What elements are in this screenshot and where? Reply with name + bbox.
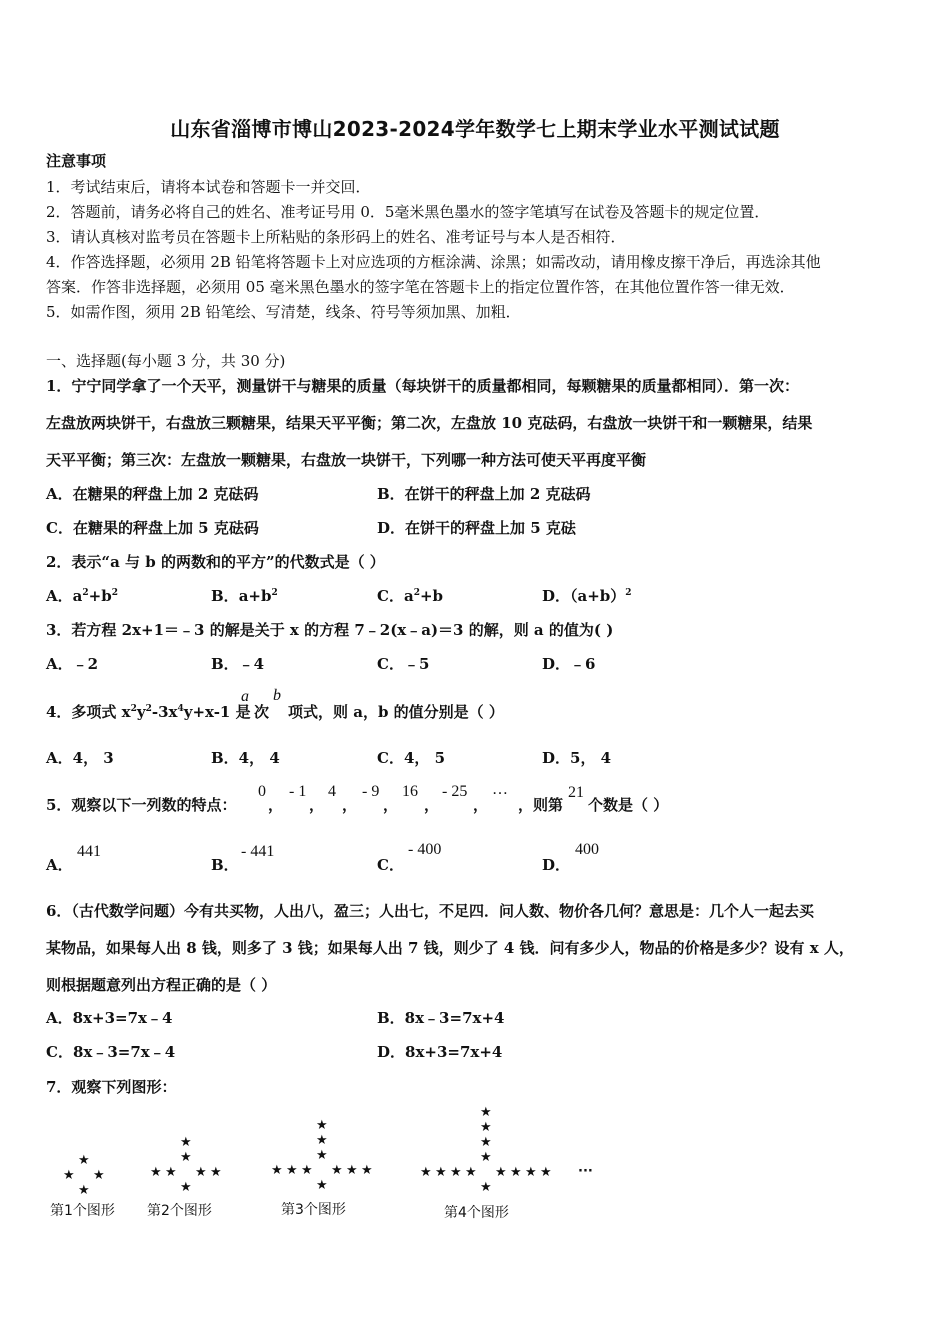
q1-option-c[interactable]: C．在糖果的秤盘上加 5 克砝码 [46, 519, 259, 537]
star-icon: ★ [540, 1165, 552, 1180]
star-icon: ★ [271, 1163, 283, 1178]
q1-option-a[interactable]: A．在糖果的秤盘上加 2 克砝码 [46, 485, 259, 503]
q3-stem: 3．若方程 2x+1＝﹣3 的解是关于 x 的方程 7﹣2(x﹣a)＝3 的解，则 a 的值为( ) [46, 621, 614, 639]
star-icon: ★ [435, 1165, 447, 1180]
q5-stem: 5．观察以下一列数的特点： [46, 796, 237, 814]
star-icon: ★ [286, 1163, 298, 1178]
star-icon: ★ [346, 1163, 358, 1178]
star-icon: ★ [316, 1118, 328, 1133]
star-icon: ★ [510, 1165, 522, 1180]
star-icon: ★ [63, 1168, 75, 1183]
q6-stem-line: 则根据题意列出方程正确的是（ ） [46, 976, 277, 994]
q6-stem-line: 某物品，如果每人出 8 钱，则多了 3 钱；如果每人出 7 钱，则少了 4 钱．问有多少人，物品的价格是多少？设有 x 人， [46, 939, 854, 957]
q6-option-b[interactable]: B．8x﹣3=7x+4 [377, 1009, 505, 1027]
q1-stem-line: 左盘放两块饼干，右盘放三颗糖果，结果天平平衡；第二次，左盘放 10 克砝码，右盘放一块饼干和一颗糖果，结果 [46, 414, 813, 432]
star-icon: ★ [180, 1180, 192, 1195]
star-icon: ★ [316, 1133, 328, 1148]
q2-option-d[interactable]: D．$(a+b)^2$ [542, 587, 632, 605]
figure-label: 第4个图形 [444, 1205, 509, 1221]
q3-option-b[interactable]: B．﹣4 [211, 655, 265, 673]
q5-term: 4 [328, 783, 336, 800]
q4-option-b[interactable]: B．4， 4 [211, 749, 280, 767]
star-icon: ★ [78, 1153, 90, 1168]
q4-suffix: 项式，则 a，b 的值分别是（ ） [288, 703, 504, 721]
star-figures [46, 1103, 606, 1228]
q2-option-a[interactable]: A．$a^2+b^2$ [46, 587, 118, 605]
q4-ci: 次 [254, 703, 270, 721]
q4-var-a: a [241, 688, 249, 705]
q5-comma: ， [268, 796, 284, 814]
notice-item: 1．考试结束后，请将本试卷和答题卡一并交回． [46, 178, 371, 196]
star-icon: ★ [480, 1135, 492, 1150]
q5-term: - 9 [362, 783, 380, 800]
star-icon: ★ [180, 1135, 192, 1150]
q5-option-c[interactable]: C． [377, 856, 404, 874]
page-title: 山东省淄博市博山2023-2024学年数学七上期末学业水平测试试题 [170, 117, 780, 141]
ellipsis: ··· [578, 1164, 593, 1179]
star-icon: ★ [495, 1165, 507, 1180]
q4-var-b: b [273, 687, 281, 704]
q5-option-d-value: 400 [575, 841, 599, 858]
star-icon: ★ [78, 1183, 90, 1198]
notice-item: 4．作答选择题，必须用 2B 铅笔将答题卡上对应选项的方框涂满、涂黑；如需改动，请用橡皮擦干净后，再选涂其他 [46, 253, 821, 271]
q6-option-a[interactable]: A．8x+3=7x﹣4 [46, 1009, 173, 1027]
star-icon: ★ [316, 1178, 328, 1193]
notice-item: 5．如需作图，须用 2B 铅笔绘、写清楚，线条、符号等须加黑、加粗． [46, 303, 521, 321]
q5-comma: ， [383, 796, 399, 814]
q3-option-d[interactable]: D．﹣6 [542, 655, 596, 673]
star-icon: ★ [165, 1165, 177, 1180]
star-icon: ★ [480, 1180, 492, 1195]
star-icon: ★ [180, 1150, 192, 1165]
q5-option-b[interactable]: B． [211, 856, 239, 874]
star-icon: ★ [195, 1165, 207, 1180]
star-icon: ★ [525, 1165, 537, 1180]
q5-term: - 1 [289, 783, 307, 800]
notice-item: 3．请认真核对监考员在答题卡上所粘贴的条形码上的姓名、准考证号与本人是否相符． [46, 228, 626, 246]
star-icon: ★ [361, 1163, 373, 1178]
q5-term: 16 [402, 783, 418, 800]
notice-item: 2．答题前，请务必将自己的姓名、准考证号用 0．5毫米黑色墨水的签字笔填写在试卷及答题卡的规定位置． [46, 203, 770, 221]
star-icon: ★ [150, 1165, 162, 1180]
q4-stem: 4．多项式 $x^2y^2-3x^4y+x-1$ 是 [46, 703, 251, 721]
q5-then: ，则第 [518, 796, 564, 814]
q5-comma: ， [473, 796, 489, 814]
q5-term: … [492, 781, 508, 798]
star-icon: ★ [450, 1165, 462, 1180]
star-icon: ★ [420, 1165, 432, 1180]
notice-heading: 注意事项 [46, 152, 107, 170]
q2-option-b[interactable]: B．$a+b^2$ [211, 587, 278, 605]
star-icon: ★ [480, 1105, 492, 1120]
star-icon: ★ [301, 1163, 313, 1178]
q6-option-c[interactable]: C．8x﹣3=7x﹣4 [46, 1043, 176, 1061]
star-icon: ★ [331, 1163, 343, 1178]
q5-comma: ， [342, 796, 358, 814]
q5-term: - 25 [442, 783, 468, 800]
section-heading: 一、选择题(每小题 3 分，共 30 分) [46, 352, 286, 370]
q5-n: 21 [568, 784, 584, 801]
q3-option-a[interactable]: A．﹣2 [46, 655, 99, 673]
q5-option-a[interactable]: A． [46, 856, 73, 874]
star-icon: ★ [316, 1148, 328, 1163]
q2-option-c[interactable]: C．$a^2+b$ [377, 587, 444, 605]
q1-stem-line: 天平平衡；第三次：左盘放一颗糖果，右盘放一块饼干，下列哪一种方法可使天平再度平衡 [46, 451, 647, 469]
figure-label: 第1个图形 [50, 1203, 115, 1219]
q4-option-d[interactable]: D．5， 4 [542, 749, 612, 767]
q7-stem: 7．观察下列图形： [46, 1078, 177, 1096]
q4-option-c[interactable]: C．4， 5 [377, 749, 446, 767]
q1-option-b[interactable]: B．在饼干的秤盘上加 2 克砝码 [377, 485, 591, 503]
q5-option-a-value: 441 [77, 843, 101, 860]
q6-stem-line: 6．（古代数学问题）今有共买物，人出八，盈三；人出七，不足四．问人数、物价各几何？意思是：几个人一起去买 [46, 902, 814, 920]
q5-end: 个数是（ ） [588, 796, 669, 814]
q5-comma: ， [424, 796, 440, 814]
q3-option-c[interactable]: C．﹣5 [377, 655, 430, 673]
star-icon: ★ [210, 1165, 222, 1180]
q1-option-d[interactable]: D．在饼干的秤盘上加 5 克砝 [377, 519, 576, 537]
star-icon: ★ [480, 1120, 492, 1135]
q1-stem-line: 1．宁宁同学拿了一个天平，测量饼干与糖果的质量（每块饼干的质量都相同，每颗糖果的质量都相同）．第一次： [46, 377, 799, 395]
notice-item: 答案．作答非选择题，必须用 05 毫米黑色墨水的签字笔在答题卡上的指定位置作答，在其他位置作答一律无效． [46, 278, 795, 296]
figure-label: 第2个图形 [147, 1203, 212, 1219]
q4-option-a[interactable]: A．4， 3 [46, 749, 114, 767]
q5-option-c-value: - 400 [408, 841, 442, 858]
q5-option-b-value: - 441 [241, 843, 275, 860]
q5-option-d[interactable]: D． [542, 856, 571, 874]
star-icon: ★ [465, 1165, 477, 1180]
star-icon: ★ [480, 1150, 492, 1165]
q6-option-d[interactable]: D．8x+3=7x+4 [377, 1043, 503, 1061]
figure-label: 第3个图形 [281, 1202, 346, 1218]
q5-term: 0 [258, 783, 266, 800]
star-icon: ★ [93, 1168, 105, 1183]
q2-stem: 2．表示“a 与 b 的两数和的平方”的代数式是（ ） [46, 553, 385, 571]
q5-comma: ， [309, 796, 325, 814]
